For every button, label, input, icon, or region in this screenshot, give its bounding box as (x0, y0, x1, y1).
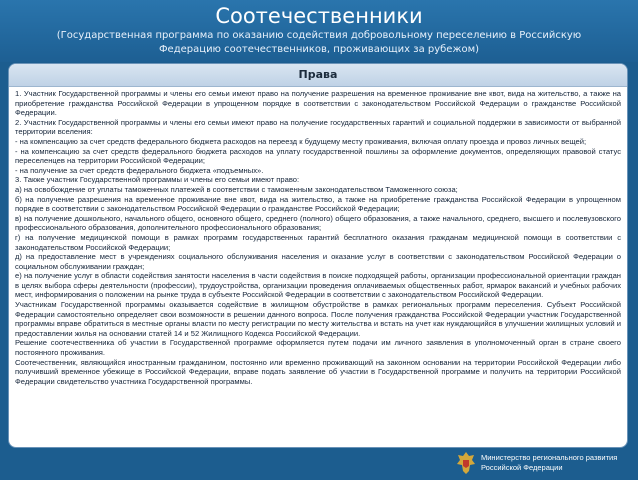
paragraph: - на получение за счет средств федерального бюджета «подъемных». (15, 165, 264, 175)
paragraph: б) на получение разрешения на временное проживание вне квот, вида на жительство, а также на приобретение гражданства Российской Федерации в упрощенном порядке в соответствии с законодательством Российской Федерации о гражданстве Российской Федерации; (15, 194, 621, 214)
ministry-footer (455, 450, 635, 478)
paragraph: - на компенсацию за счет средств федерального бюджета расходов на переезд к будущему месту проживания, включая оплату проезда и провоз личных вещей; (15, 136, 587, 146)
panel-body (9, 87, 627, 386)
paragraph: е) на получение услуг в области содействия занятости населения в части содействия в поиске подходящей работы, организации профессиональной ориентации граждан в целях выбора сферы деятельности (профессии), трудоустройства, организации проведения оплачиваемых общественных работ, ярмарок вакансий и учебных рабочих мест, информирования о положении на рынке труда в субъекте Российской Федерации в соответствии с законодательством Российской Федерации. (15, 271, 621, 300)
panel-heading: Права (9, 64, 627, 87)
paragraph: д) на предоставление мест в учреждениях социального обслуживания населения и оказание услуг в соответствии с законодательством Российской Федерации о социальном обслуживании граждан; (15, 252, 621, 271)
rights-panel (8, 63, 628, 448)
ministry-name: Министерство регионального развития Российской Федерации (481, 453, 618, 472)
paragraph: 2. Участник Государственной программы и члены его семьи имеют право на получение государственных гарантий и социальной поддержки в зависимости от выбранной территории вселения: (15, 117, 621, 137)
paragraph: 3. Также участник Государственной программы и члены его семьи имеют право: (15, 175, 300, 185)
paragraph: 1. Участник Государственной программы и члены его семьи имеют право на получение разрешения на временное проживание вне квот, вида на жительство, а также на приобретение гражданства Российской Федерации в упрощенном порядке в соответствии с законодательством Российской Федерации о гражданстве Российской Федерации. (15, 89, 621, 118)
coat-of-arms-icon (455, 450, 477, 476)
paragraph: г) на получение медицинской помощи в рамках программ государственных гарантий бесплатного оказания гражданам медицинской помощи в соответствии с законодательством Российской Федерации; (15, 232, 621, 252)
paragraph: в) на получение дошкольного, начального общего, основного общего, среднего (полного) общего образования, а также начального, среднего, высшего и послевузовского профессионального образования, дополнительного профессионального образования; (15, 213, 621, 233)
paragraph: Соотечественник, являющийся иностранным гражданином, постоянно или временно проживающий на законном основании на территории Российской Федерации либо получивший временное убежище в Российской Федерации, вправе подать заявление об участии в Государственной программе и получить на территории Российской Федерации свидетельство участника Государственной программы. (15, 357, 621, 386)
paragraph: а) на освобождение от уплаты таможенных платежей в соответствии с таможенным законодательством Таможенного союза; (15, 184, 458, 194)
page-subtitle: (Государственная программа по оказанию содействия добровольному переселению в Российскую Федерацию соотечественников, проживающих за рубежом) (56, 30, 582, 55)
paragraph: Участникам Государственной программы оказывается содействие в жилищном обустройстве в рамках региональных программ переселения. Субъект Российской Федерации самостоятельно определяет свои возможности в решении данного вопроса. После получения гражданства Российской Федерации участник Государственной программы вправе обратиться в местные органы власти по месту регистрации по месту жительства и встать на учет как нуждающийся в улучшении жилищных условий и предоставлении жилья на основании статей 14 и 52 Жилищного Кодекса Российской Федерации. (15, 300, 621, 338)
page-title: Соотечественники (215, 4, 423, 28)
paragraph: - на компенсацию за счет средств федерального бюджета расходов на уплату государственной пошлины за оформление документов, определяющих правовой статус переселенцев на территории Российской Федерации; (15, 146, 621, 166)
paragraph: Решение соотечественника об участии в Государственной программе оформляется путем подачи им личного заявления в уполномоченный орган в стране своего постоянного проживания. (15, 338, 621, 358)
